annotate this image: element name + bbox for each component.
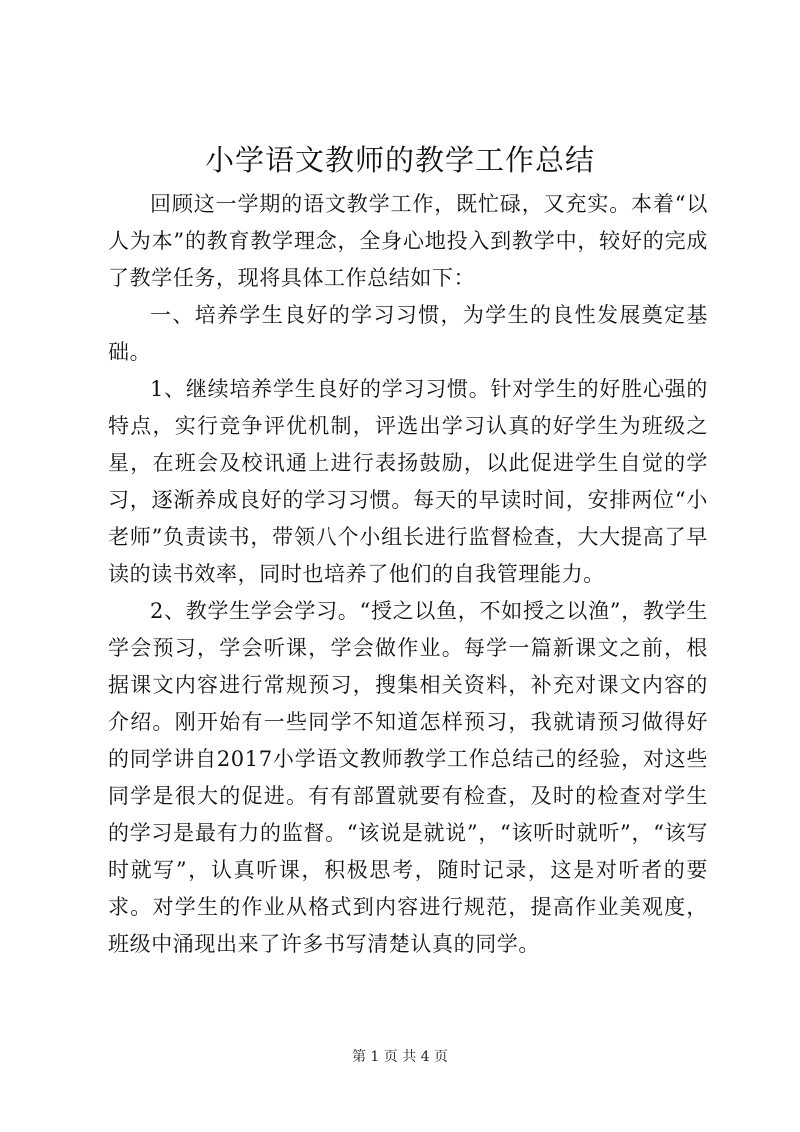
page-number-footer: 第 1 页 共 4 页 <box>351 1049 449 1065</box>
document-body <box>108 186 708 963</box>
document-title: 小学语文教师的教学工作总结 <box>204 143 595 177</box>
paragraph-intro: 回顾这一学期的语文教学工作，既忙碌，又充实。本着“以人为本”的教育教学理念，全身心地投入到教学中，较好的完成了教学任务，现将具体工作总结如下： <box>108 192 708 290</box>
paragraph-item-1: 1、继续培养学生良好的学习习惯。针对学生的好胜心强的特点，实行竞争评优机制，评选出学习认真的好学生为班级之星，在班会及校讯通上进行表扬鼓励，以此促进学生自觉的学习，逐渐养成良好的学习习惯。每天的早读时间，安排两位“小老师”负责读书，带领八个小组长进行监督检查，大大提高了早读的读书效率，同时也培养了他们的自我管理能力。 <box>108 377 708 586</box>
paragraph-item-2: 2、教学生学会学习。“授之以鱼，不如授之以渔”，教学生学会预习，学会听课，学会做作业。每学一篇新课文之前，根据课文内容进行常规预习，搜集相关资料，补充对课文内容的介绍。刚开始有一些同学不知道怎样预习，我就请预习做得好的同学讲自2017小学语文教师教学工作总结己的经验，对这些同学是很大的促进。有有部置就要有检查，及时的检查对学生的学习是最有力的监督。“该说是就说”，“该听时就听”，“该写时就写”，认真听课，积极思考，随时记录，这是对听者的要求。对学生的作业从格式到内容进行规范，提高作业美观度，班级中涌现出来了许多书写清楚认真的同学。 <box>108 599 708 956</box>
paragraph-section-heading: 一、培养学生良好的学习习惯，为学生的良性发展奠定基础。 <box>108 303 708 364</box>
